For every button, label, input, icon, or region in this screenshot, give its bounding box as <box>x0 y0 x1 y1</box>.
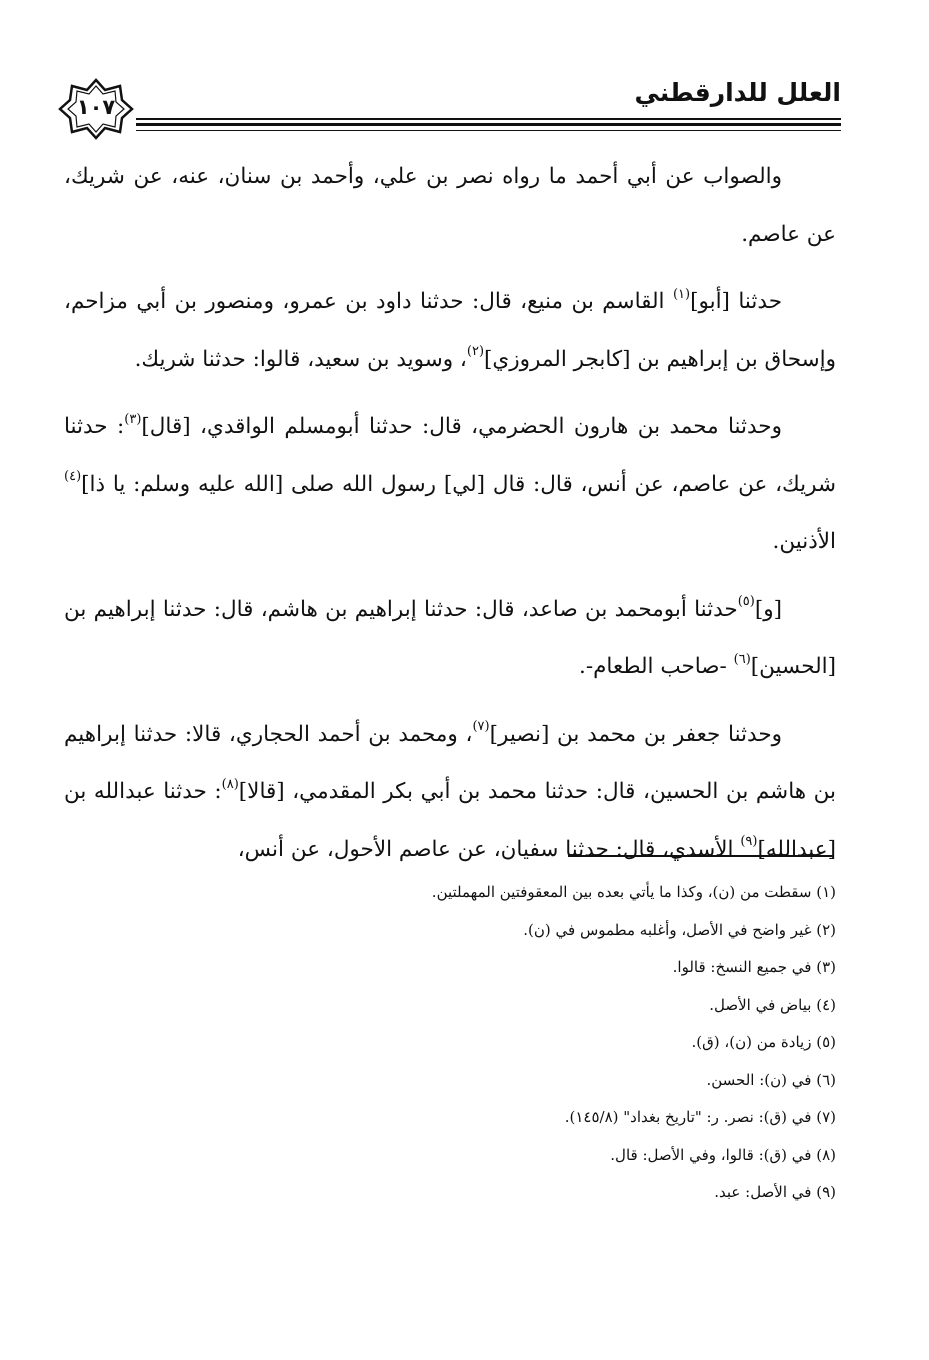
page-number: ١٠٧ <box>76 95 116 119</box>
footnote-item: (٥) زيادة من (ن)، (ق). <box>691 1033 836 1051</box>
text-segment: القاسم بن منيع، قال: حدثنا داود بن عمرو، ومنصور بن أبي مزاحم، وإسحاق بن إبراهيم بن [كابجر المروزي] <box>64 289 836 372</box>
footnote-marker: (٢) <box>466 344 485 360</box>
footnote-item: (٨) في (ق): قالوا، وفي الأصل: قال. <box>610 1145 836 1164</box>
body-paragraph <box>64 273 836 388</box>
body-paragraph <box>64 398 836 571</box>
footnote-item: (٦) في (ن): الحسن. <box>706 1070 836 1089</box>
footnote-item: (٩) في الأصل: عبد. <box>714 1183 836 1201</box>
footnote-marker: (٥) <box>737 594 755 610</box>
text-segment: : حدثنا شريك، عن عاصم، عن أنس، قال: قال [لي] رسول الله صلى [الله عليه وسلم: يا ذا] <box>64 414 836 497</box>
footnote-marker: (١) <box>672 286 691 302</box>
book-title: العلل للدارقطني <box>634 78 841 107</box>
page-number-badge <box>58 78 134 140</box>
footnote-item: (٣) في جميع النسخ: قالوا. <box>672 958 836 976</box>
footnote-marker: (٤) <box>64 469 82 485</box>
footnote-item: (٢) غير واضح في الأصل، وأغلبه مطموس في (ن). <box>523 920 836 939</box>
header-rule <box>136 130 841 131</box>
body-paragraph <box>64 706 836 879</box>
text-segment: : حدثنا عبدالله بن [عبدالله] <box>64 779 836 862</box>
footnote-marker: (٩) <box>740 834 758 850</box>
text-segment: وحدثنا محمد بن هارون الحضرمي، قال: حدثنا أبومسلم الواقدي، [قال] <box>141 414 782 439</box>
text-segment: الأسدي، قال: حدثنا سفيان، عن عاصم الأحول، عن أنس، <box>237 836 741 862</box>
text-segment: حدثنا أبومحمد بن صاعد، قال: حدثنا إبراهيم بن هاشم، قال: حدثنا إبراهيم بن [الحسين] <box>64 596 836 679</box>
text-segment: الأذنين. <box>772 529 836 554</box>
footnotes <box>64 874 836 1212</box>
text-segment: حدثنا [أبو] <box>690 289 782 314</box>
header-rule <box>136 118 841 120</box>
body-paragraph <box>64 148 836 263</box>
main-text <box>64 148 836 888</box>
text-segment: ، ومحمد بن أحمد الحجاري، قالا: حدثنا إبراهيم بن هاشم بن الحسين، قال: حدثنا محمد بن أبي بكر المقدمي، [قالا] <box>64 721 836 804</box>
footnote-item: (٧) في (ق): نصر. ر: "تاريخ بغداد" (١٤٥/٨). <box>564 1108 836 1126</box>
text-segment: ، وسويد بن سعيد، قالوا: حدثنا شريك. <box>134 346 467 372</box>
text-segment: وحدثنا جعفر بن محمد بن [نصير] <box>489 721 782 747</box>
footnote-item: (١) سقطت من (ن)، وكذا ما يأتي بعده بين المعقوفتين المهملتين. <box>431 883 836 901</box>
text-segment: والصواب عن أبي أحمد ما رواه نصر بن علي، وأحمد بن سنان، عنه، عن شريك، عن عاصم. <box>64 164 836 247</box>
text-segment: -صاحب الطعام-. <box>579 654 734 679</box>
footnote-item: (٤) بياض في الأصل. <box>709 995 836 1014</box>
header-rule <box>136 123 841 126</box>
footnote-marker: (٦) <box>733 651 751 667</box>
footnote-marker: (٣) <box>124 411 142 427</box>
page-header <box>56 60 841 144</box>
footnote-marker: (٨) <box>221 776 239 792</box>
footnote-separator <box>568 855 834 857</box>
text-segment: [و] <box>754 596 782 622</box>
body-paragraph <box>64 581 836 696</box>
footnote-marker: (٧) <box>472 719 490 735</box>
